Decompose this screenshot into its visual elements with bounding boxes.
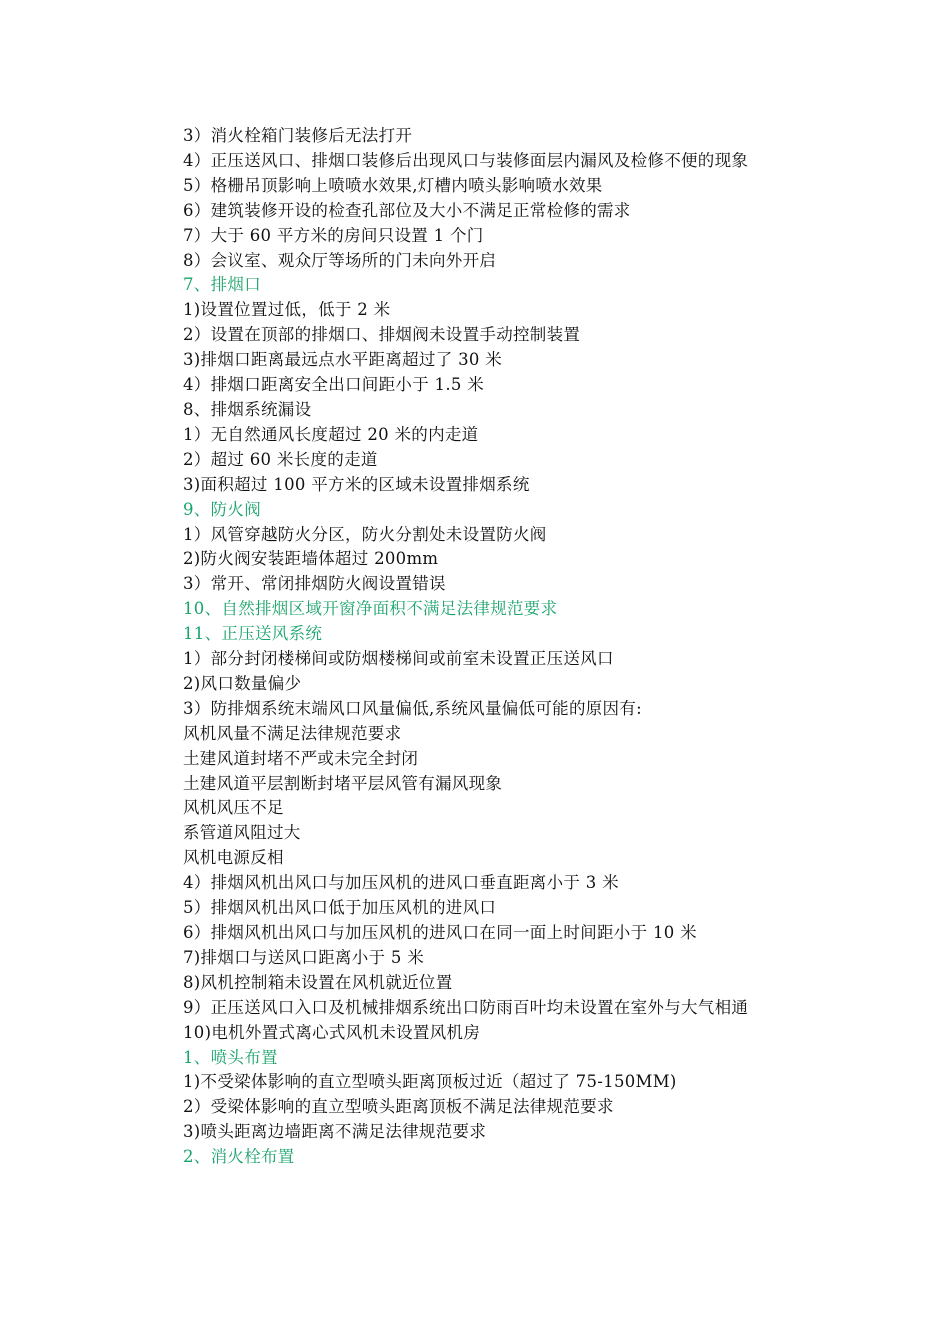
- list-item: 3）常开、常闭排烟防火阀设置错误: [183, 574, 446, 594]
- list-item: 4）排烟风机出风口与加压风机的进风口垂直距离小于 3 米: [183, 873, 619, 893]
- list-item: 土建风道平层割断封堵平层风管有漏风现象: [183, 773, 503, 793]
- list-item: 10)电机外置式离心式风机未设置风机房: [183, 1022, 481, 1042]
- list-item: 6）建筑装修开设的检查孔部位及大小不满足正常检修的需求: [183, 200, 631, 220]
- list-item: 2)风口数量偏少: [183, 673, 302, 693]
- list-item: 2）受梁体影响的直立型喷头距离顶板不满足法律规范要求: [183, 1097, 614, 1117]
- list-item: 3)排烟口距离最远点水平距离超过了 30 米: [183, 350, 503, 370]
- list-item: 6）排烟风机出风口与加压风机的进风口在同一面上时间距小于 10 米: [183, 923, 697, 942]
- list-item: 3）消火栓箱门装修后无法打开: [183, 126, 413, 145]
- list-item: 2)防火阀安装距墙体超过 200mm: [183, 549, 439, 569]
- list-item: 4）排烟口距离安全出口间距小于 1.5 米: [183, 375, 485, 395]
- document-body: [145, 124, 810, 1170]
- list-item: 9）正压送风口入口及机械排烟系统出口防雨百叶均未设置在室外与大气相通: [183, 997, 749, 1017]
- list-item: 8)风机控制箱未设置在风机就近位置: [183, 972, 453, 992]
- list-item: 7）大于 60 平方米的房间只设置 1 个门: [183, 225, 484, 245]
- section-heading: 2、消火栓布置: [183, 1147, 295, 1167]
- list-item: 7)排烟口与送风口距离小于 5 米: [183, 947, 425, 967]
- list-item: 1）风管穿越防火分区，防火分割处未设置防火阀: [183, 524, 547, 544]
- list-item: 3)喷头距离边墙距离不满足法律规范要求: [183, 1122, 487, 1142]
- list-item: 1)设置位置过低，低于 2 米: [183, 300, 391, 320]
- list-item: 风机风量不满足法律规范要求: [183, 723, 402, 743]
- list-item: 土建风道封堵不严或未完全封闭: [183, 748, 419, 768]
- list-item: 1）无自然通风长度超过 20 米的内走道: [183, 424, 479, 444]
- list-item: 8）会议室、观众厅等场所的门未向外开启: [183, 250, 497, 270]
- list-item: 风机风压不足: [183, 798, 284, 818]
- list-item: 2）设置在顶部的排烟口、排烟阀未设置手动控制装置: [183, 325, 581, 345]
- section-heading: 7、排烟口: [183, 275, 261, 295]
- list-item: 3）防排烟系统末端风口风量偏低,系统风量偏低可能的原因有:: [183, 698, 643, 718]
- section-heading: 8、排烟系统漏设: [183, 399, 312, 419]
- list-item: 3)面积超过 100 平方米的区域未设置排烟系统: [183, 474, 530, 494]
- section-heading: 11、正压送风系统: [183, 624, 323, 644]
- section-heading: 10、自然排烟区域开窗净面积不满足法律规范要求: [183, 599, 558, 619]
- list-item: 1）部分封闭楼梯间或防烟楼梯间或前室未设置正压送风口: [183, 649, 614, 669]
- list-item: 1)不受梁体影响的直立型喷头距离顶板过近（超过了 75-150MM): [183, 1072, 677, 1092]
- list-item: 2）超过 60 米长度的走道: [183, 449, 378, 469]
- list-item: 风机电源反相: [183, 848, 284, 868]
- list-item: 5）排烟风机出风口低于加压风机的进风口: [183, 898, 497, 918]
- section-heading: 1、喷头布置: [183, 1047, 278, 1067]
- list-item: 系管道风阻过大: [183, 823, 301, 843]
- list-item: 5）格栅吊顶影响上喷喷水效果,灯槽内喷头影响喷水效果: [183, 175, 603, 195]
- section-heading: 9、防火阀: [183, 499, 261, 519]
- list-item: 4）正压送风口、排烟口装修后出现风口与装修面层内漏风及检修不便的现象: [183, 150, 749, 170]
